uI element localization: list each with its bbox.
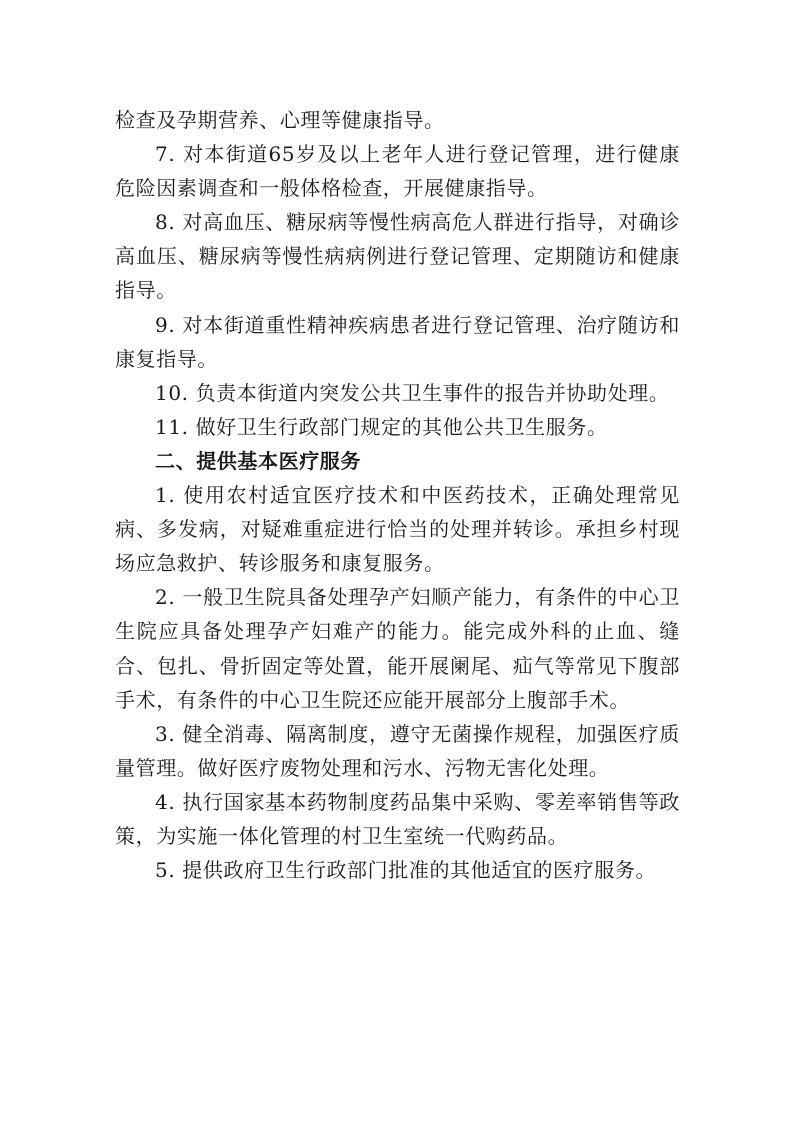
paragraph-continuation: 检查及孕期营养、心理等健康指导。 (115, 108, 445, 132)
list-item-4: 4. 执行国家基本药物制度药品集中采购、零差率销售等政策，为实施一体化管理的村卫生室统一代购药品。 (115, 789, 680, 848)
list-item-8: 8. 对高血压、糖尿病等慢性病高危人群进行指导，对确诊高血压、糖尿病等慢性病病例进行登记管理、定期随访和健康指导。 (115, 210, 680, 303)
document-body (115, 103, 680, 887)
section-heading: 二、提供基本医疗服务 (155, 448, 361, 473)
list-item-3: 3. 健全消毒、隔离制度，遵守无菌操作规程，加强医疗质量管理。做好医疗废物处理和污水、污物无害化处理。 (115, 721, 680, 780)
list-item-9: 9. 对本街道重性精神疾病患者进行登记管理、治疗随访和康复指导。 (115, 312, 680, 371)
list-item-7: 7. 对本街道65岁及以上老年人进行登记管理，进行健康危险因素调查和一般体格检查，开展健康指导。 (115, 142, 680, 201)
list-item-2: 2. 一般卫生院具备处理孕产妇顺产能力，有条件的中心卫生院应具备处理孕产妇难产的能力。能完成外科的止血、缝合、包扎、骨折固定等处置，能开展阑尾、疝气等常见下腹部手术，有条件的中心卫生院还应能开展部分上腹部手术。 (115, 585, 680, 712)
list-item-1: 1. 使用农村适宜医疗技术和中医药技术，正确处理常见病、多发病，对疑难重症进行恰当的处理并转诊。承担乡村现场应急救护、转诊服务和康复服务。 (115, 483, 680, 576)
list-item-5: 5. 提供政府卫生行政部门批准的其他适宜的医疗服务。 (155, 858, 657, 883)
list-item-11: 11. 做好卫生行政部门规定的其他公共卫生服务。 (155, 414, 608, 439)
list-item-10: 10. 负责本街道内突发公共卫生事件的报告并协助处理。 (155, 380, 670, 405)
